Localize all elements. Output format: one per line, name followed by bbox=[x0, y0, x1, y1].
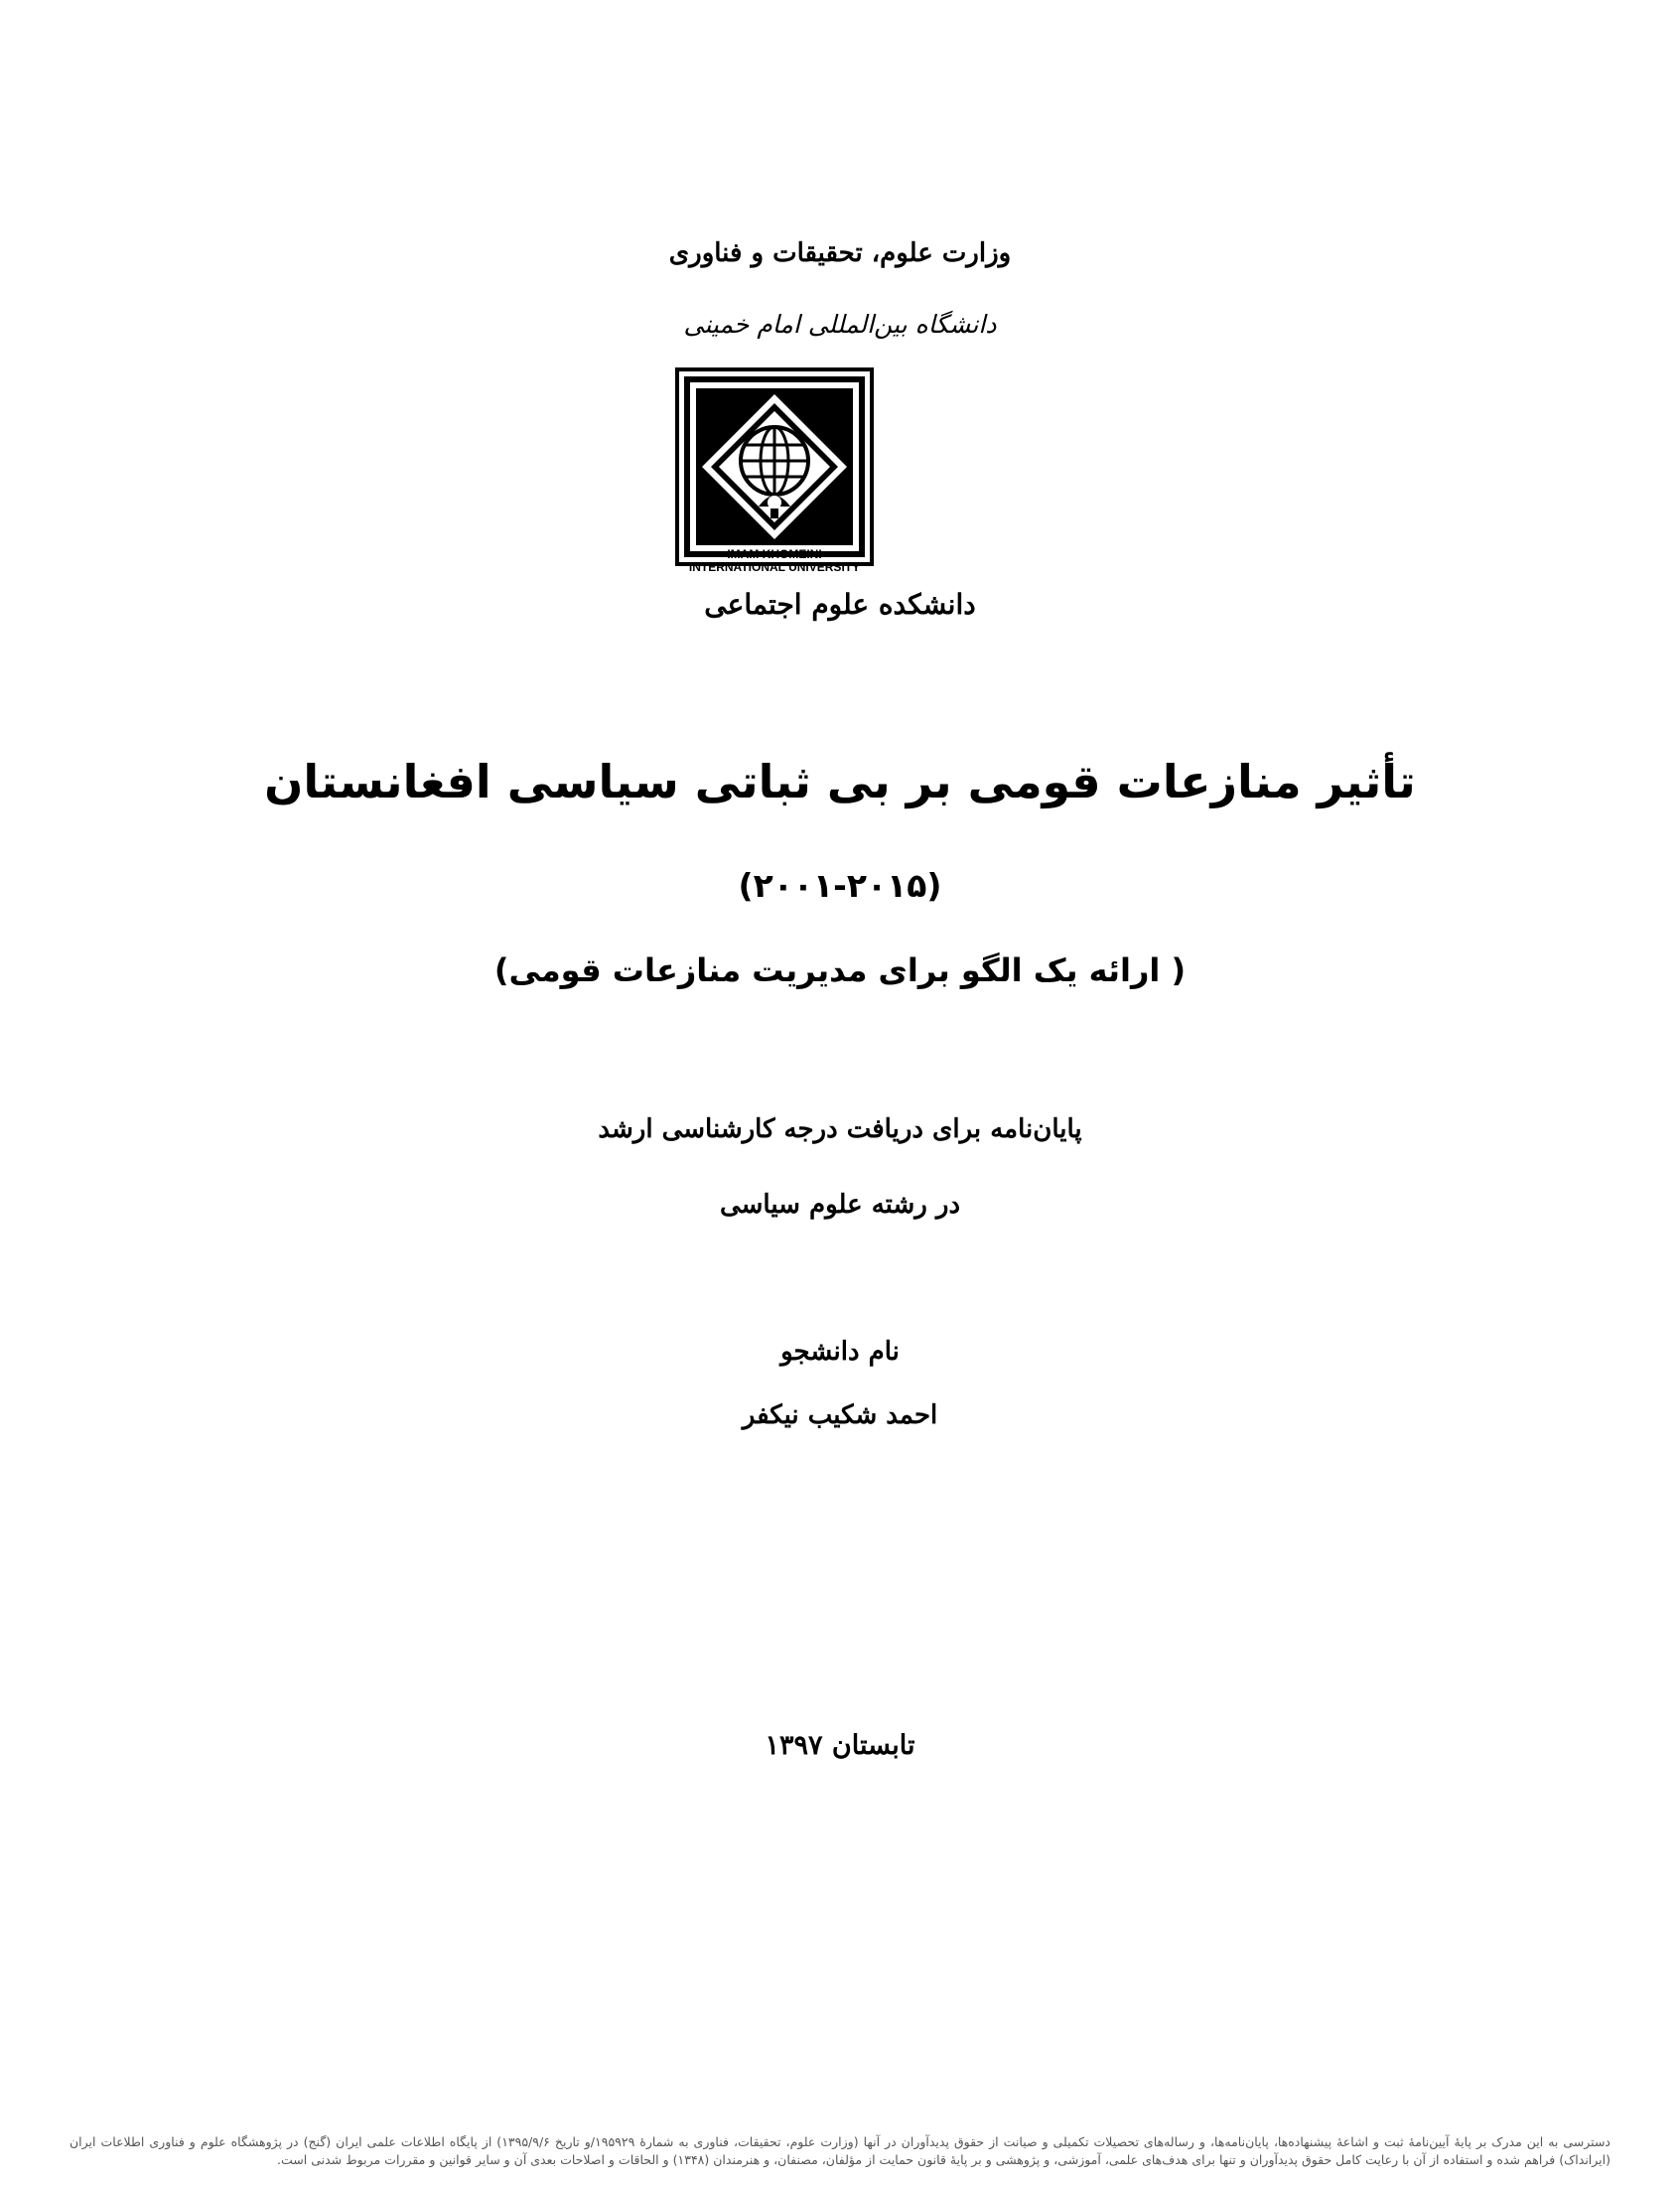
student-label: نام دانشجو bbox=[780, 1337, 900, 1367]
degree-statement: پایان‌نامه برای دریافت درجه کارشناسی ارشد bbox=[598, 1114, 1082, 1144]
faculty-name: دانشکده علوم اجتماعی bbox=[704, 588, 976, 621]
logo-caption-line-1: IMAM KHOMEINI bbox=[727, 547, 822, 561]
student-name: احمد شکیب نیکفر bbox=[742, 1400, 938, 1430]
ministry-name: وزارت علوم، تحقیقات و فناوری bbox=[668, 238, 1012, 268]
thesis-title: تأثیر منازعات قومی بر بی ثباتی سیاسی افغانستان bbox=[264, 755, 1416, 808]
field-of-study: در رشته علوم سیاسی bbox=[719, 1190, 961, 1220]
university-logo-icon bbox=[675, 367, 874, 566]
university-calligraphy: دانشگاه بین‌المللی امام خمینی bbox=[683, 310, 997, 339]
thesis-years: (۲۰۰۱-۲۰۱۵) bbox=[738, 866, 942, 905]
logo-caption-line-2: INTERNATIONAL UNIVERSITY bbox=[688, 560, 861, 574]
thesis-subtitle: ( ارائه یک الگو برای مدیریت منازعات قومی) bbox=[493, 951, 1187, 989]
access-notice-footer: دسترسی به این مدرک بر پایهٔ آیین‌نامهٔ ثبت و اشاعهٔ پیشنهاده‌ها، پایان‌نامه‌ها، و رساله‌های تحصیلات تکمیلی و صیانت از حقوق پدیدآوران در آنها (وزارت علوم، تحقیقات، فناوری به شمارهٔ ۱۹۵۹۲۹/و تاریخ ۱۳۹۵/۹/۶) از پایگاه اطلاعات علمی ایران (گنج) در پژوهشگاه علوم و فناوری اطلاعات ایران (ایرانداک) فراهم شده و استفاده از آن با رعایت کامل حقوق پدیدآوران و تنها برای هدف‌های علمی، آموزشی، و پژوهشی و بر پایهٔ قانون حمایت از مؤلفان، مصنفان، و هنرمندان (۱۳۴۸) و الحاقات و اصلاحات بعدی آن و سایر قوانین و مقررات مربوط شدنی است. bbox=[70, 2134, 1610, 2167]
submission-date: تابستان ۱۳۹۷ bbox=[765, 1730, 915, 1761]
